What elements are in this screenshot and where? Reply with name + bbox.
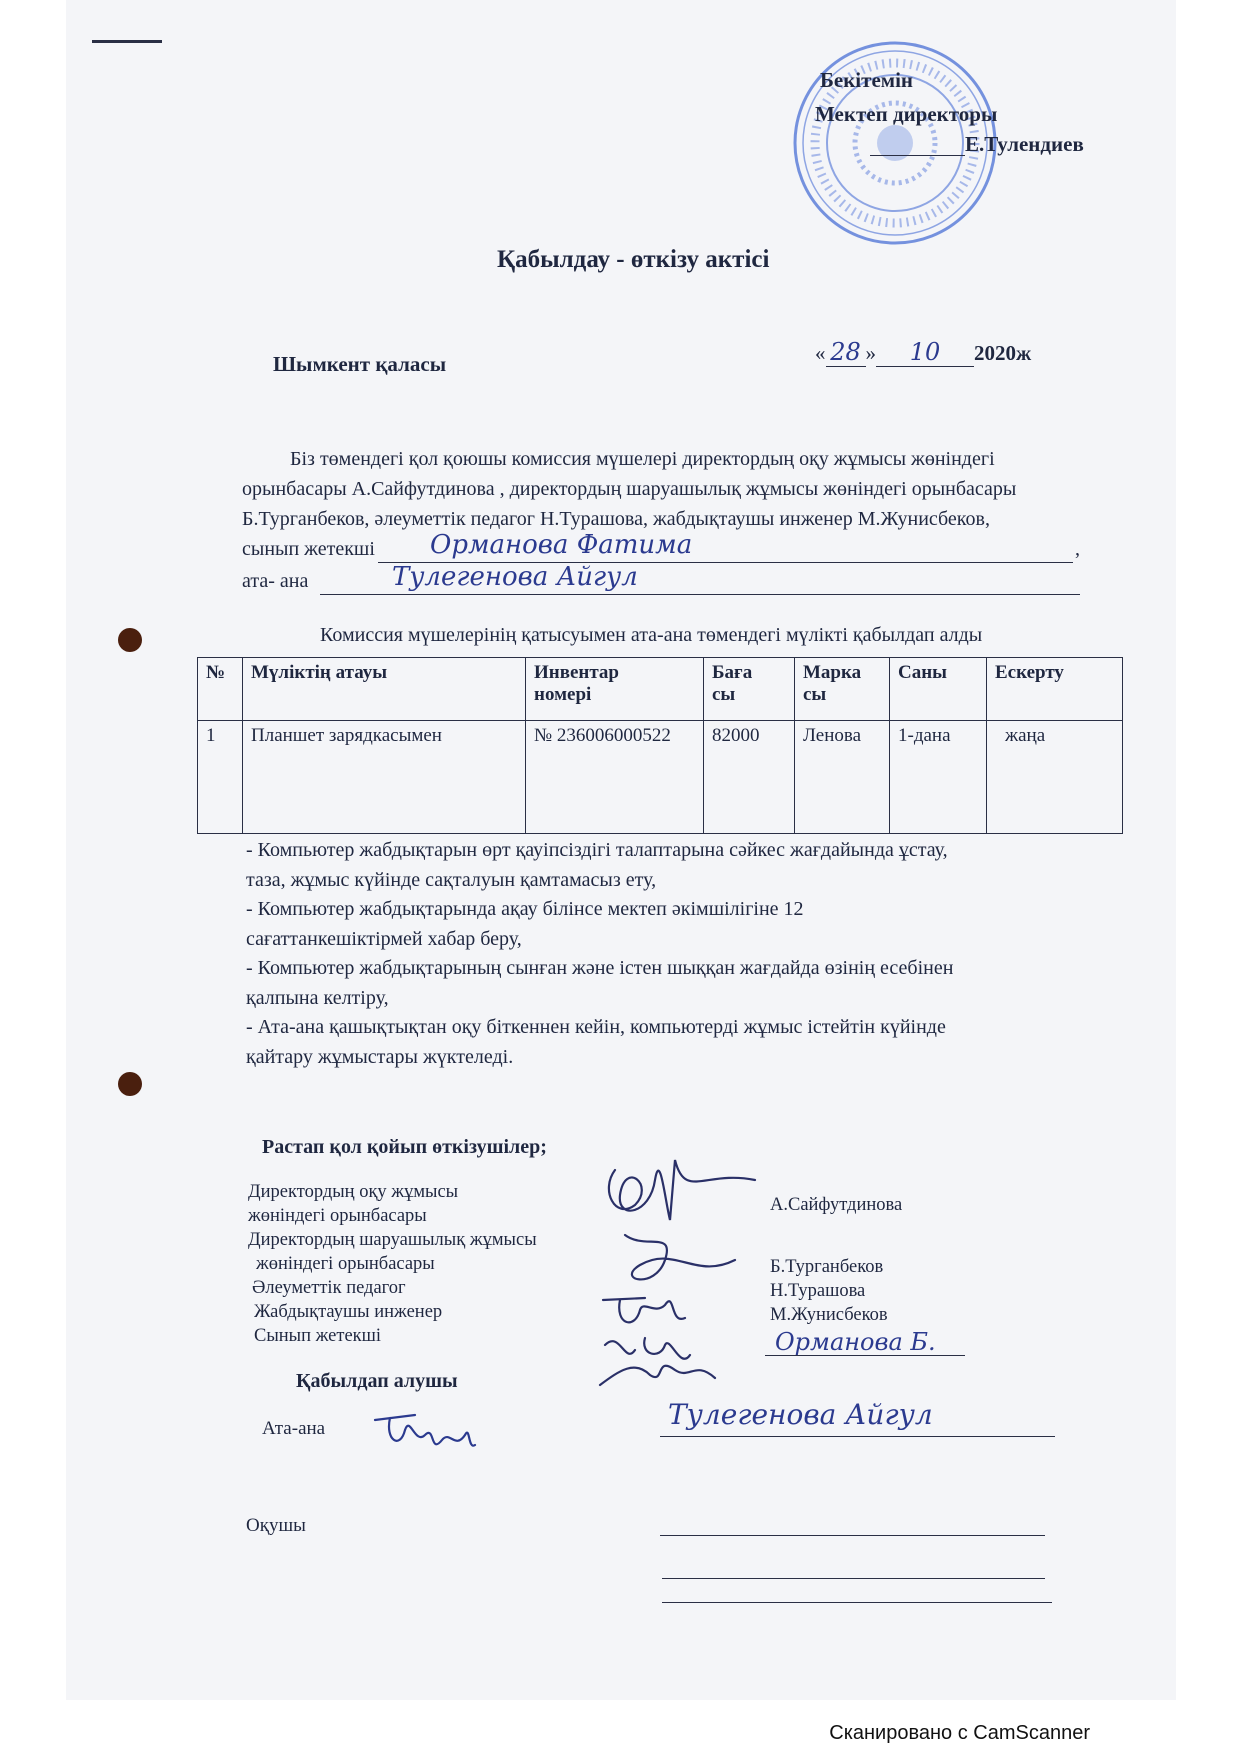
role-4: Жабдықтаушы инженер	[254, 1302, 443, 1322]
approval-line-2: Мектеп директоры	[815, 102, 998, 126]
duty-line-5: - Компьютер жабдықтарының сынған және істен шыққан жағдайда өзінің есебінен	[246, 957, 954, 979]
date	[815, 338, 1031, 367]
col-header-number: №	[198, 658, 243, 721]
duty-line-6: қалпына келтіру,	[246, 986, 389, 1009]
receiver-parent-handwritten: Тулегенова Айгул	[668, 1398, 933, 1431]
parent-handwritten: Тулегенова Айгул	[392, 562, 638, 592]
cell-quantity: 1-дана	[890, 721, 987, 834]
approval-signature-line	[870, 155, 965, 156]
date-month: 10	[876, 338, 974, 367]
name-5-line	[765, 1355, 965, 1356]
class-teacher-comma: ,	[1075, 538, 1080, 560]
document-title: Қабылдау - өткізу актісі	[497, 246, 770, 273]
date-day: 28	[826, 338, 866, 367]
city: Шымкент қаласы	[273, 352, 447, 376]
role-2b: жөніндегі орынбасары	[256, 1254, 435, 1274]
role-2a: Директордың шаруашылық жұмысы	[248, 1230, 537, 1250]
class-teacher-label: сынып жетекші	[242, 538, 375, 560]
cell-note: жаңа	[987, 721, 1123, 834]
cell-price: 82000	[704, 721, 795, 834]
cell-brand: Ленова	[795, 721, 890, 834]
commission-statement: Комиссия мүшелерінің қатысуымен ата-ана төмендегі мүлікті қабылдап алды	[320, 624, 983, 646]
top-dash	[92, 40, 162, 43]
col-header-price-1: Баға	[712, 662, 753, 683]
role-1b: жөніндегі орынбасары	[248, 1206, 427, 1226]
col-header-brand	[795, 658, 890, 721]
role-5: Сынып жетекші	[254, 1326, 382, 1346]
duty-line-1: - Компьютер жабдықтарын өрт қауіпсіздігі талаптарына сәйкес жағдайында ұстау,	[246, 839, 948, 861]
table-header-row	[198, 658, 1123, 721]
duty-line-7: - Ата-ана қашықтықтан оқу біткеннен кейін, компьютерді жұмыс істейтін күйінде	[246, 1016, 946, 1038]
student-label: Оқушы	[246, 1515, 306, 1536]
receiver-parent-line	[660, 1436, 1055, 1437]
parent-line	[320, 594, 1080, 595]
name-1: А.Сайфутдинова	[770, 1195, 903, 1215]
director-name: Е.Тулендиев	[965, 132, 1084, 156]
col-header-quantity: Саны	[890, 658, 987, 721]
role-3: Әлеуметтік педагог	[252, 1278, 406, 1298]
date-open-quote: «	[815, 341, 826, 365]
cell-name: Планшет зарядкасымен	[243, 721, 526, 834]
student-line-1	[660, 1535, 1045, 1536]
col-header-price-2: сы	[712, 684, 736, 705]
duty-line-2: таза, жұмыс күйінде сақталуын қамтамасыз ету,	[246, 868, 657, 891]
names-block-2	[770, 1255, 888, 1327]
name-5-handwritten: Орманова Б.	[775, 1328, 936, 1356]
roles-block	[248, 1180, 537, 1348]
duty-line-8: қайтару жұмыстары жүктеледі.	[246, 1045, 514, 1068]
name-4: М.Жунисбеков	[770, 1305, 888, 1325]
names-block	[770, 1195, 902, 1216]
col-header-inventory	[526, 658, 704, 721]
col-header-brand-2: сы	[803, 684, 827, 705]
class-teacher-handwritten: Орманова Фатима	[430, 530, 693, 560]
approval-line-1: Бекітемін	[820, 68, 914, 92]
date-year: 2020ж	[974, 341, 1032, 365]
role-1a: Директордың оқу жұмысы	[248, 1182, 459, 1202]
parent-label: ата- ана	[242, 570, 309, 592]
col-header-name: Мүліктің атауы	[243, 658, 526, 721]
receiver-parent-label: Ата-ана	[262, 1418, 326, 1439]
col-header-brand-1: Марка	[803, 662, 862, 683]
receiver-heading: Қабылдап алушы	[296, 1370, 458, 1392]
punch-hole-top	[118, 628, 142, 652]
signatures-heading: Растап қол қойып өткізушілер;	[262, 1136, 547, 1158]
intro-line-2: орынбасары А.Сайфутдинова , директордың шаруашылық жұмысы жөніндегі орынбасары	[242, 478, 1017, 500]
col-header-inventory-1: Инвентар	[534, 662, 619, 683]
name-2: Б.Турганбеков	[770, 1257, 884, 1277]
name-3: Н.Турашова	[770, 1281, 866, 1301]
duties-block	[246, 836, 953, 1072]
student-line-2	[662, 1578, 1045, 1579]
signature-scribbles	[595, 1140, 795, 1390]
parent-signature-scribble	[370, 1400, 480, 1460]
duty-line-3: - Компьютер жабдықтарында ақау білінсе мектеп әкімшілігіне 12	[246, 898, 804, 920]
cell-number: 1	[198, 721, 243, 834]
duty-line-4: сағаттанкешіктірмей хабар беру,	[246, 927, 522, 950]
intro-line-1: Біз төмендегі қол қоюшы комиссия мүшелері директордың оқу жұмысы жөніндегі	[290, 448, 995, 470]
student-line-3	[662, 1602, 1052, 1603]
punch-hole-bottom	[118, 1072, 142, 1096]
table-row	[198, 721, 1123, 834]
col-header-note: Ескерту	[987, 658, 1123, 721]
date-close-quote: »	[865, 341, 876, 365]
property-table	[197, 657, 1123, 834]
cell-inventory: № 236006000522	[526, 721, 704, 834]
camscanner-watermark: Сканировано с CamScanner	[829, 1722, 1090, 1744]
col-header-price	[704, 658, 795, 721]
intro-line-3: Б.Турганбеков, әлеуметтік педагог Н.Турашова, жабдықтаушы инженер М.Жунисбеков,	[242, 508, 990, 530]
col-header-inventory-2: номері	[534, 684, 592, 705]
